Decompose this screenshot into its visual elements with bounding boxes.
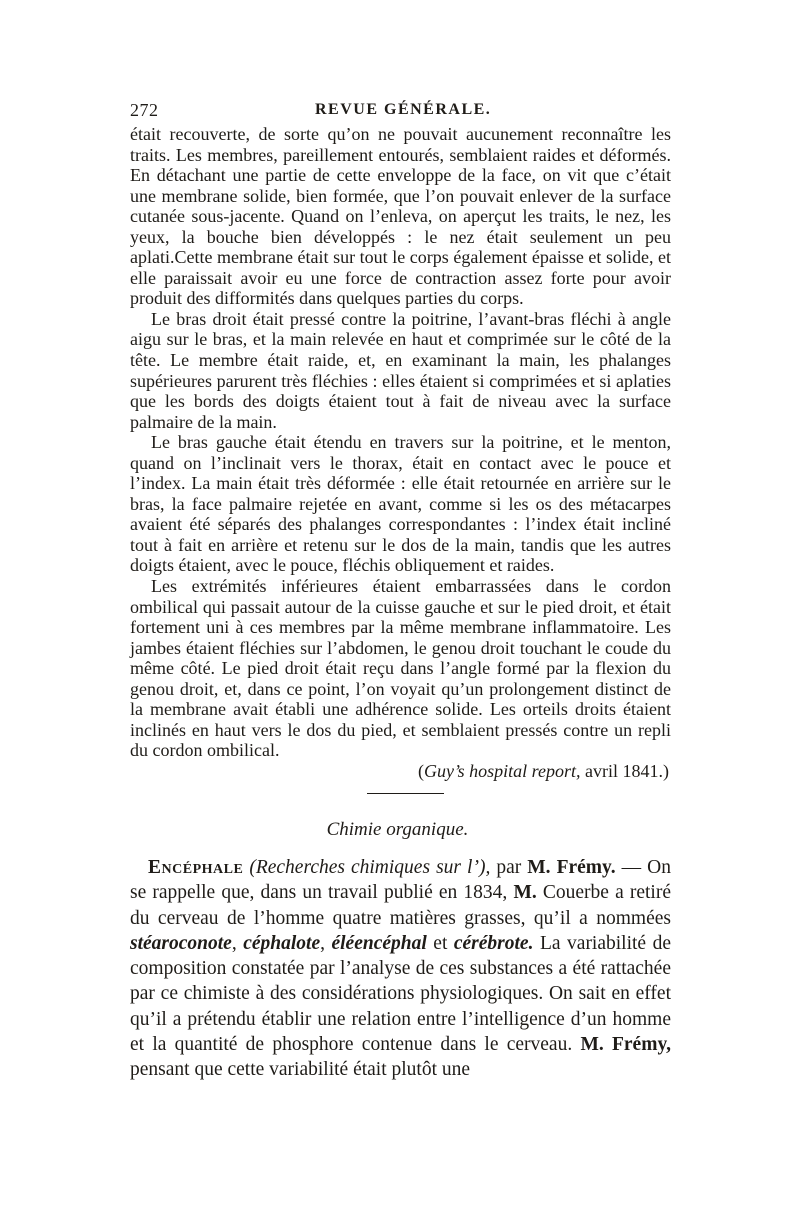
article-mention-1: M. <box>513 882 537 904</box>
article-lead-title: (Recherches chimiques sur l’), <box>249 857 491 878</box>
substance-cerebrote: cérébrote. <box>453 932 534 954</box>
article-sep-3: et <box>426 932 454 954</box>
source-citation <box>130 761 671 782</box>
citation-open: ( <box>418 760 424 781</box>
article-text-3: Couerbe a retiré du cerveau de l’homme quatre matières grasses, qu’il a nommées <box>130 882 671 929</box>
article-paragraph <box>130 855 671 1083</box>
page-header <box>130 100 675 124</box>
paragraph-face-membrane: était recouverte, de sorte qu’on ne pouvait aucunement reconnaître les traits. Les membres, pareillement entourés, semblaient raides et déformés. En détachant une partie de cette enveloppe de la face, on vit que c’était une membrane solide, bien formée, que l’on pouvait enlever de la surface cutanée sous-jacente. Quand on l’enleva, on aperçut les traits, le nez, les yeux, la bouche bien développés : le nez était seulement un peu aplati.Cette membrane était sur tout le corps également épaisse et solide, et elle paraissait avoir eu une force de contraction assez forte pour avoir produit des difformités dans quelques parties du corps. <box>130 124 671 309</box>
page-number: 272 <box>130 100 159 120</box>
article-sep-1: , <box>231 932 244 954</box>
article-text-2: — On se rappelle que, dans un travail publié en 1834, <box>130 857 671 904</box>
substance-eleencephal: éléencéphal <box>331 932 427 954</box>
paragraph-lower-limbs: Les extrémités inférieures étaient embarrassées dans le cordon ombilical qui passait autour de la cuisse gauche et sur le pied droit, et était fortement uni à ces membres par la même membrane inflammatoire. Les jambes étaient fléchies sur l’abdomen, le genou droit touchant le coude du même côté. Le pied droit était reçu dans l’angle formé par la flexion du genou droit, et, dans ce point, l’on voyait qu’un prolongement distinct de la membrane avait établi une adhérence solide. Les orteils droits étaient inclinés en haut vers le dos du pied, et semblaient pressés contre un repli du cordon ombilical. <box>130 576 671 761</box>
citation-title: Guy’s hospital report, <box>424 760 581 781</box>
running-head: REVUE GÉNÉRALE. <box>315 101 492 118</box>
article-text-1: par <box>490 857 528 878</box>
substance-cephalote: céphalote <box>243 932 321 954</box>
case-report-text <box>130 124 671 781</box>
section-divider <box>367 793 444 794</box>
article-author: M. Frémy. <box>527 857 616 878</box>
substance-stearoconote: stéaroconote <box>130 932 232 954</box>
paragraph-right-arm: Le bras droit était pressé contre la poitrine, l’avant-bras fléchi à angle aigu sur le bras, et la main relevée en haut et comprimée sur le côté de la tête. Le membre était raide, et, en examinant la main, les phalanges supérieures parurent très fléchies : elles étaient si comprimées et si aplaties que les bords des doigts étaient tout à fait de niveau avec la surface palmaire de la main. <box>130 308 671 432</box>
article-encephale <box>130 855 671 1083</box>
citation-date: avril 1841.) <box>580 760 669 781</box>
article-text-4: La variabilité de composition constatée par l’analyse de ces substances a été rattachée par ce chimiste à des considérations physiologiques. On sait en effet qu’il a prétendu établir une relation entre l’intelligence d’un homme et la quantité de phosphore contenue dans le cerveau. <box>130 932 671 1056</box>
article-lead: Encéphale <box>148 857 244 878</box>
section-title: Chimie organique. <box>326 819 469 840</box>
article-sep-2: , <box>320 932 332 954</box>
paragraph-left-arm: Le bras gauche était étendu en travers sur la poitrine, et le menton, quand on l’inclinait vers le thorax, était en contact avec le pouce et l’index. La main était très déformée : elle était retournée en arrière sur le bras, la face palmaire rejetée en avant, comme si les os des métacarpes avaient été séparés des phalanges correspondantes : l’index était incliné tout à fait en arrière et retenu sur le dos de la main, tandis que les autres doigts étaient, avec le pouce, fléchis obliquement et raides. <box>130 432 671 576</box>
article-text-5: pensant que cette variabilité était plutôt une <box>130 1059 471 1081</box>
article-mention-2: M. Frémy, <box>580 1034 672 1056</box>
